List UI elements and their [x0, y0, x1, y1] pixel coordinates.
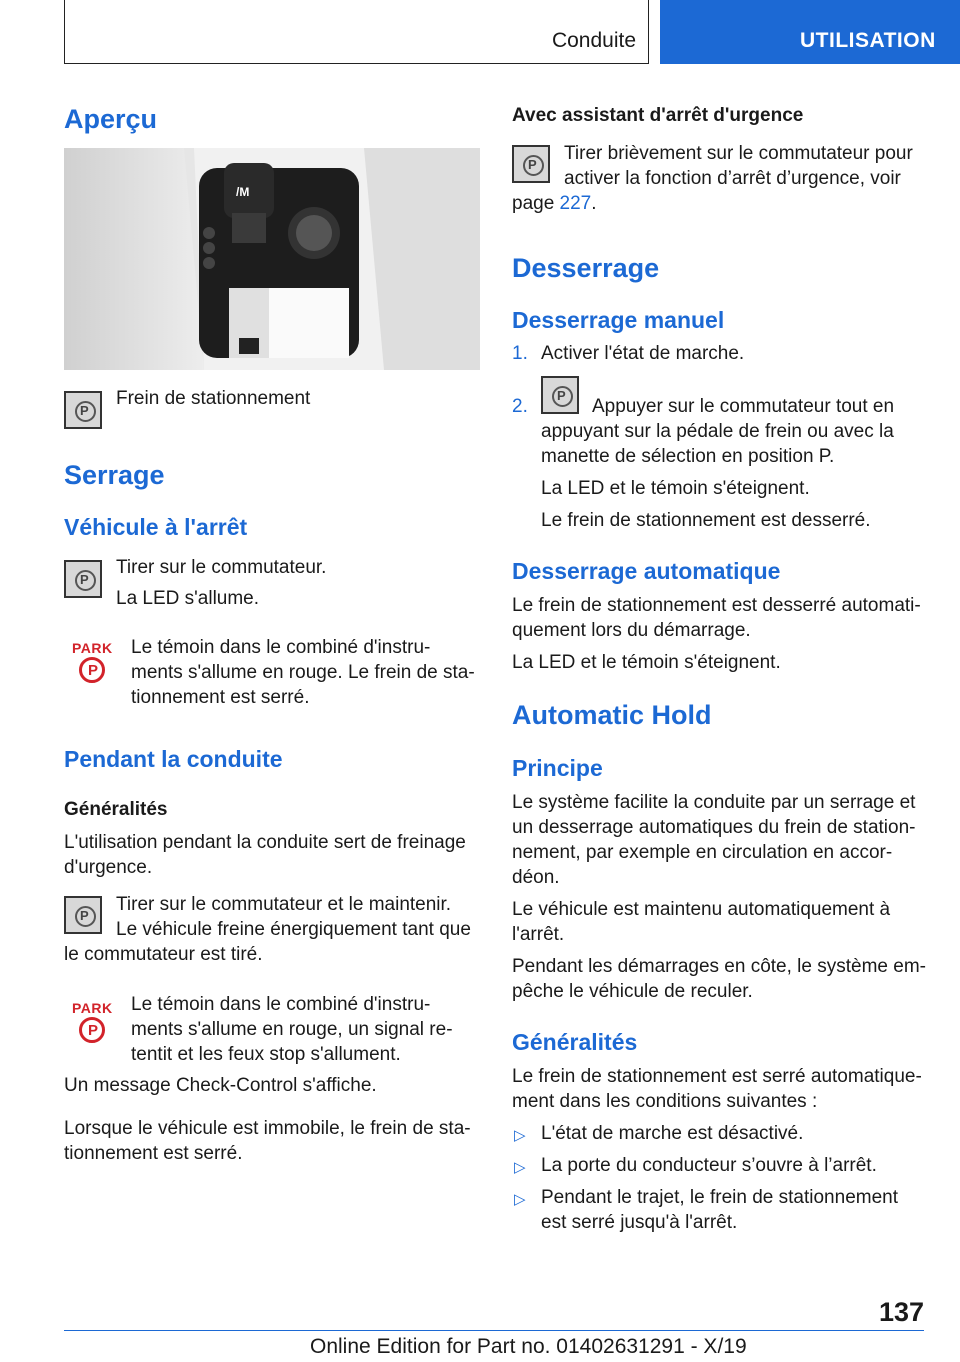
bullet-1: L'état de marche est désactivé.	[541, 1123, 804, 1144]
heading-desserrage-auto: Desserrage automatique	[512, 558, 781, 584]
text-gen-line1: Le frein de stationnement est serré automatique-	[512, 1066, 922, 1087]
svg-text:/M: /M	[236, 185, 250, 199]
heading-apercu: Aperçu	[64, 104, 158, 134]
text-park-2-line2: ments s'allume en rouge, un signal re-	[131, 1019, 453, 1040]
header-chapter: UTILISATION	[800, 29, 936, 52]
park-warning-icon: PARK P	[72, 1000, 116, 1056]
footer-edition: Online Edition for Part no. 01402631291 - X/19	[310, 1335, 747, 1358]
text-maintenir-line1: Tirer sur le commutateur et le maintenir.	[116, 894, 452, 915]
step-2-line2: appuyant sur la pédale de frein ou avec la	[541, 421, 894, 442]
text-principe-line3: nement, par exemple en circulation en accor-	[512, 842, 893, 863]
parking-brake-switch-icon: P	[64, 896, 102, 934]
text-park-1-line2: ments s'allume en rouge. Le frein de sta-	[131, 662, 475, 683]
text-park-1-line1: Le témoin dans le combiné d'instru-	[131, 637, 431, 658]
text-led-allume: La LED s'allume.	[116, 588, 260, 609]
text-immobile-line1: Lorsque le véhicule est immobile, le frein de sta-	[64, 1118, 471, 1139]
text-principe-line2: un desserrage automatiques du frein de station-	[512, 817, 916, 838]
step-1-text: Activer l'état de marche.	[541, 343, 745, 364]
text-maintenu-line1: Le véhicule est maintenu automatiquement à	[512, 899, 891, 920]
header-section: Conduite	[551, 29, 636, 52]
heading-principe: Principe	[512, 755, 603, 781]
text-cote-line1: Pendant les démarrages en côte, le système em-	[512, 956, 926, 977]
text-maintenu-line2: l'arrêt.	[512, 924, 565, 945]
heading-generalites-right: Généralités	[512, 1029, 638, 1055]
caption-frein: Frein de stationnement	[116, 388, 311, 409]
step-number-1: 1.	[512, 343, 528, 364]
step-2-line3: manette de sélection en position P.	[541, 446, 835, 467]
text-principe-line1: Le système facilite la conduite par un serrage et	[512, 792, 916, 813]
header-section-box	[64, 0, 649, 64]
bullet-triangle-icon: ▷	[514, 1159, 526, 1176]
step-2-desserre: Le frein de stationnement est desserré.	[541, 510, 871, 531]
heading-vehicule-arret: Véhicule à l'arrêt	[64, 514, 248, 540]
heading-pendant: Pendant la conduite	[64, 746, 283, 772]
heading-automatic-hold: Automatic Hold	[512, 700, 712, 730]
bullet-3-line2: est serré jusqu'à l'arrêt.	[541, 1212, 738, 1233]
park-warning-icon: PARK P	[72, 640, 116, 696]
page-link[interactable]: 227	[559, 193, 592, 214]
heading-desserrage-manuel: Desserrage manuel	[512, 307, 725, 333]
bullet-triangle-icon: ▷	[514, 1127, 526, 1144]
text-cote-line2: pêche le véhicule de reculer.	[512, 981, 753, 1002]
console-photo	[64, 148, 480, 370]
parking-brake-switch-icon: P	[512, 145, 550, 183]
parking-brake-switch-icon: P	[64, 560, 102, 598]
text-park-1-line3: tionnement est serré.	[131, 687, 310, 708]
text-assist-line1: Tirer brièvement sur le commutateur pour	[564, 143, 913, 164]
text-immobile-line2: tionnement est serré.	[64, 1143, 243, 1164]
text-util-line1: L'utilisation pendant la conduite sert de freinage	[64, 832, 466, 853]
parking-brake-switch-icon: P	[64, 391, 102, 429]
step-2-line1: Appuyer sur le commutateur tout en	[592, 396, 895, 417]
bullet-triangle-icon: ▷	[514, 1191, 526, 1208]
text-park-2-line1: Le témoin dans le combiné d'instru-	[131, 994, 431, 1015]
text-util-line2: d'urgence.	[64, 857, 153, 878]
text-assist-page: page 227.	[512, 193, 597, 214]
heading-generalites-left: Généralités	[64, 799, 168, 820]
text-assist-line2: activer la fonction d’arrêt d’urgence, voir	[564, 168, 901, 189]
text-auto-line1: Le frein de stationnement est desserré automati-	[512, 595, 921, 616]
step-number-2: 2.	[512, 396, 528, 417]
step-2-led: La LED et le témoin s'éteignent.	[541, 478, 810, 499]
text-check-control: Un message Check-Control s'affiche.	[64, 1075, 377, 1096]
text-auto-led: La LED et le témoin s'éteignent.	[512, 652, 781, 673]
heading-assistant: Avec assistant d'arrêt d'urgence	[512, 105, 804, 126]
text-auto-line2: quement lors du démarrage.	[512, 620, 751, 641]
heading-desserrage: Desserrage	[512, 253, 660, 283]
parking-brake-switch-icon: P	[541, 376, 579, 414]
text-tirer: Tirer sur le commutateur.	[116, 557, 327, 578]
footer-divider	[64, 1330, 924, 1331]
page-number: 137	[878, 1297, 924, 1327]
heading-serrage: Serrage	[64, 460, 165, 490]
console-illustration	[64, 148, 480, 370]
bullet-2: La porte du conducteur s’ouvre à l’arrêt.	[541, 1155, 877, 1176]
text-park-2-line3: tentit et les feux stop s'allument.	[131, 1044, 401, 1065]
text-maintenir-line2: Le véhicule freine énergiquement tant que	[116, 919, 471, 940]
text-maintenir-line3: le commutateur est tiré.	[64, 944, 263, 965]
header-chapter-tab[interactable]	[660, 0, 960, 64]
text-gen-line2: ment dans les conditions suivantes :	[512, 1091, 818, 1112]
bullet-3-line1: Pendant le trajet, le frein de stationnement	[541, 1187, 899, 1208]
text-principe-line4: déon.	[512, 867, 560, 888]
